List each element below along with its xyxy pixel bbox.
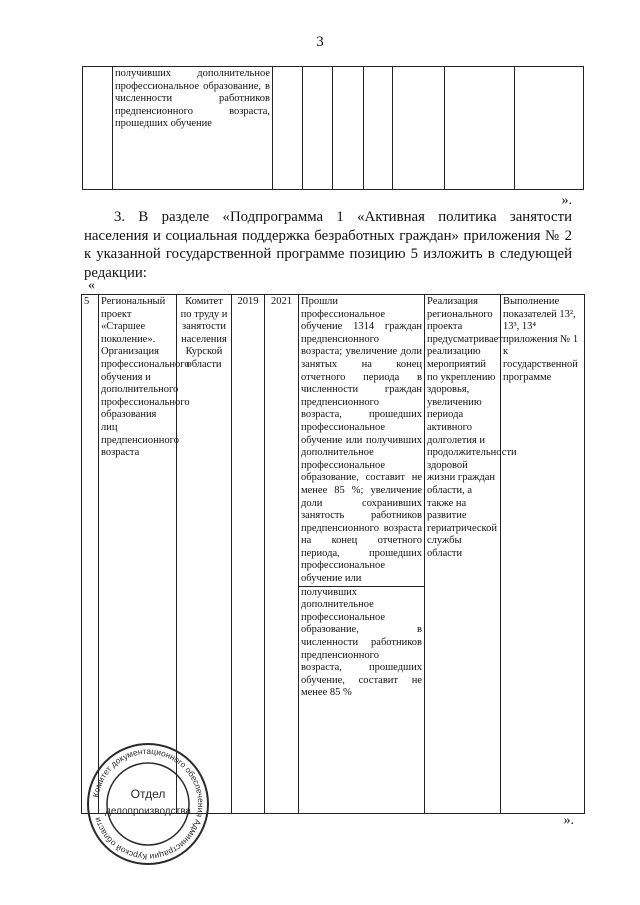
indicators-link: Выполнение показателей 13², 13³, 13⁴ приложения № 1 к государственной программе	[501, 295, 585, 814]
consequences: Реализация регионального проекта предусматривает реализацию мероприятий по укреплению здоровья, увеличению периода активного долголетия и продолжительности здоровой жизни граждан области, а также на развитие гериатрической службы области	[425, 295, 501, 814]
executor: Комитет по труду и занятости населения Курской области	[177, 295, 232, 814]
continuation-cell-number	[83, 67, 113, 190]
continuation-cell-empty	[333, 67, 364, 190]
continuation-cell-empty	[445, 67, 515, 190]
stamp-ring-text: Комитет документационного обеспечения Администрации Курской области	[90, 745, 207, 863]
opening-quote: «	[88, 278, 95, 293]
stamp-center-line-2: делопроизводства	[104, 806, 192, 817]
continuation-table	[82, 66, 584, 190]
end-year: 2021	[265, 295, 299, 814]
row-number: 5	[82, 295, 99, 814]
continuation-cell-empty	[515, 67, 584, 190]
expected-result	[299, 295, 425, 814]
continuation-cell-empty	[303, 67, 333, 190]
amendment-paragraph: 3. В разделе «Подпрограмма 1 «Активная политика занятости населения и социальная поддержка безработных граждан» приложения № 2 к указанной государственной программе позицию 5 изложить в следующей редакции:	[84, 209, 572, 281]
continuation-cell-empty	[364, 67, 393, 190]
start-year: 2019	[232, 295, 265, 814]
expected-result-continuation: получивших дополнительное профессиональное образование, в численности работников предпенсионного возраста, прошедших обучение, составит не менее 85 %	[301, 586, 422, 699]
program-table	[81, 294, 585, 814]
stamp-center-line-1: Отдел	[130, 787, 166, 801]
continuation-text: получивших дополнительное профессиональное образование, в численности работников предпенсионного возраста, прошедших обучение	[113, 67, 273, 190]
continuation-cell-empty	[273, 67, 303, 190]
closing-quote-bottom: ».	[563, 813, 574, 828]
continuation-cell-empty	[393, 67, 445, 190]
closing-quote-top: ».	[561, 193, 572, 208]
expected-result-text: Прошли профессиональное обучение 1314 граждан предпенсионного возраста; увеличение доли занятых на конец отчетного периода в численности граждан предпенсионного возраста, прошедших профессиональное обучение или получивших дополнительное профессиональное образование, составит не менее 85 %; увеличение доли сохранивших занятость работников предпенсионного возраста на конец отчетного периода, прошедших профессиональное обучение или	[301, 296, 422, 585]
project-name: Региональный проект «Старшее поколение». Организация профессионального обучения и дополнительного профессионального образования лиц предпенсионного возраста	[99, 295, 177, 814]
page-number: 3	[316, 34, 324, 50]
table-row	[82, 295, 585, 814]
department-stamp	[84, 740, 212, 868]
